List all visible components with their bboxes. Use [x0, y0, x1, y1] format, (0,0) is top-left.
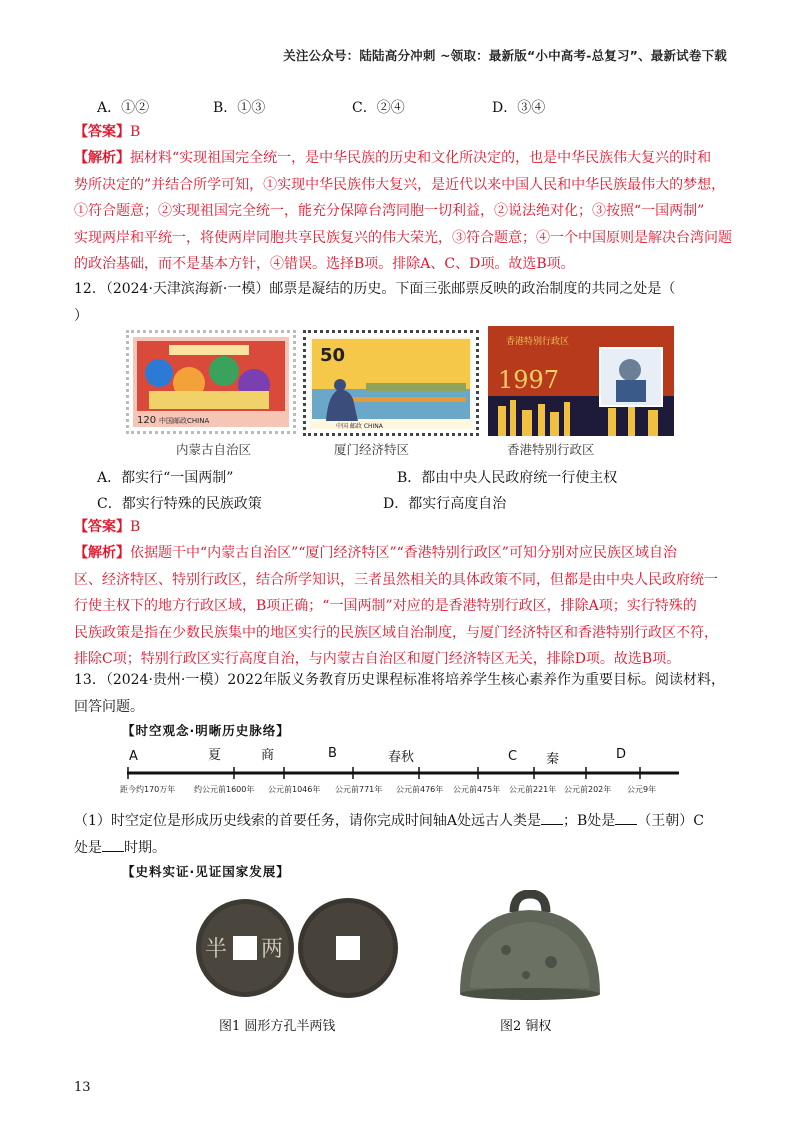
figure-caption: 图2 铜权 — [500, 1019, 552, 1034]
analysis-line — [74, 540, 734, 567]
sub1-text: （王朝）C — [637, 813, 705, 829]
sub1-line — [74, 808, 744, 835]
analysis-line: 的政治基础，而不是基本方针，④错误。选择B项。排除A、C、D项。故选B项。 — [74, 256, 575, 272]
stem-line: 13．（2024·贵州·一模）2022年版义务教育历史课程标准将培养学生核心素养作为重要目标。阅读材料， — [74, 672, 725, 688]
stamp-inner-mongolia-image — [129, 333, 293, 431]
q13-sub1 — [74, 808, 744, 861]
timeline — [120, 744, 684, 800]
bronze-weight-image — [456, 890, 604, 1002]
timeline-label-c: C — [508, 749, 518, 764]
analysis-text: 据材料“实现祖国完全统一，是中华民族的历史和文化所决定的，也是中华民族伟大复兴的时和 — [130, 150, 712, 166]
analysis-line: 民族政策是指在少数民族集中的地区实行的民族区域自治制度，与厦门经济特区和香港特别行政区不符， — [74, 624, 718, 641]
coin-char: 半 — [205, 937, 228, 962]
analysis-line — [74, 145, 734, 172]
q12-option-c: C．都实行特殊的民族政策 — [97, 496, 262, 512]
stamp-year: 1997 — [498, 366, 560, 394]
analysis-line: 势所决定的”并结合所学可知，①实现中华民族伟大复兴，是近代以来中国人民和中华民族最伟大的梦想， — [74, 176, 726, 193]
answer-blank-a[interactable] — [541, 810, 563, 825]
q12-option-a: A．都实行“一国两制” — [97, 470, 234, 486]
stem-line: 回答问题。 — [74, 698, 144, 715]
stamp-caption: 内蒙古自治区 — [176, 442, 252, 457]
analysis-text: 依据题干中“内蒙古自治区”“厦门经济特区”“香港特别行政区”可知分别对应民族区域自治 — [130, 545, 677, 561]
stamp-hongkong — [488, 326, 674, 436]
analysis-line: ①符合题意；②实现祖国完全统一，能充分保障台湾同胞一切利益，②说法绝对化；③按照“一国两制” — [74, 203, 705, 219]
sub1-text: 时期。 — [124, 839, 166, 856]
analysis-line: 区、经济特区、特别行政区，结合所学知识，三者虽然相关的具体政策不同，但都是由中央人民政府统一 — [74, 571, 718, 588]
sub1-text: ；B处是 — [563, 813, 616, 829]
stamp-title: 香港特别行政区 — [506, 337, 570, 347]
q11-analysis — [74, 145, 734, 278]
q11-option-c: C．②④ — [352, 100, 405, 116]
timeline-label-xia: 夏 — [208, 748, 222, 763]
sub1-text: 处是 — [74, 839, 102, 856]
stamp-value: 50 — [320, 345, 346, 366]
q13-stem — [74, 667, 734, 720]
page-header: 关注公众号：陆陆高分冲刺 ~领取：最新版“小中高考-总复习”、最新试卷下载 — [283, 48, 727, 63]
timeline-label-chunqiu: 春秋 — [388, 750, 415, 765]
q12-answer — [74, 514, 140, 541]
stamp-caption: 香港特别行政区 — [507, 442, 595, 457]
analysis-line: 实现两岸和平统一，将使两岸同胞共享民族复兴的伟大荣光，③符合题意；④一个中国原则是解决台湾问题 — [74, 229, 732, 246]
timeline-axis — [124, 764, 684, 780]
q12-option-b: B．都由中央人民政府统一行使主权 — [397, 470, 618, 486]
timeline-label-d: D — [616, 747, 627, 762]
timeline-label-qin: 秦 — [546, 752, 560, 767]
stem-line: ） — [74, 307, 88, 324]
timeline-date: 约公元前1600年 — [194, 785, 255, 794]
analysis-line: 行使主权下的地方行政区域，B项正确；“一国两制”对应的是香港特别行政区，排除A项；实行特殊的 — [74, 598, 697, 614]
q11-answer — [74, 119, 140, 146]
stamp-country: 中国邮政CHINA — [159, 417, 210, 425]
answer-blank-b[interactable] — [615, 810, 637, 825]
stamp-inner-mongolia — [126, 330, 296, 434]
timeline-label-b: B — [328, 746, 337, 761]
stamp-country: 中国 邮政 CHINA — [336, 423, 383, 430]
answer-value: B — [130, 519, 141, 535]
timeline-label-a: A — [129, 749, 138, 764]
timeline-date: 公元前202年 — [564, 785, 612, 794]
analysis-label: 【解析】 — [74, 545, 130, 561]
timeline-date: 公元前475年 — [453, 785, 501, 794]
timeline-date: 公元前771年 — [335, 785, 383, 794]
analysis-line: 排除C项；特别行政区实行高度自治，与内蒙古自治区和厦门经济特区无关，排除D项。故选B项。 — [74, 651, 681, 667]
timeline-date: 公元前221年 — [509, 785, 557, 794]
timeline-date: 公元前1046年 — [268, 785, 321, 794]
stamp-xiamen — [303, 330, 479, 436]
coins-image — [193, 896, 408, 1000]
stamp-hongkong-image — [488, 326, 674, 436]
section-title-evidence: 【史料实证·见证国家发展】 — [122, 864, 290, 879]
q12-option-d: D．都实行高度自治 — [383, 496, 507, 512]
sub1-line — [74, 835, 744, 862]
figure-caption: 图1 圆形方孔半两钱 — [219, 1019, 336, 1034]
timeline-date: 公元9年 — [627, 785, 657, 794]
stamp-caption: 厦门经济特区 — [334, 442, 410, 457]
q12-stem — [74, 276, 734, 329]
analysis-label: 【解析】 — [74, 150, 130, 166]
q11-option-a: A．①② — [97, 100, 150, 116]
timeline-date: 距今约170万年 — [120, 785, 176, 794]
section-title-timeline: 【时空观念·明晰历史脉络】 — [122, 723, 290, 738]
figure-bronze-weight — [456, 890, 604, 1002]
timeline-label-shang: 商 — [261, 748, 275, 763]
stamp-value: 120 — [137, 415, 157, 426]
answer-label: 【答案】 — [74, 124, 130, 140]
answer-label: 【答案】 — [74, 519, 130, 535]
timeline-date: 公元前476年 — [396, 785, 444, 794]
page-number: 13 — [74, 1080, 91, 1095]
sub1-text: （1）时空定位是形成历史线索的首要任务，请你完成时间轴A处远古人类是 — [74, 813, 542, 829]
q11-option-d: D．③④ — [492, 100, 546, 116]
answer-value: B — [130, 124, 141, 140]
q11-option-b: B．①③ — [213, 100, 266, 116]
figure-coins — [193, 896, 408, 1000]
stamp-xiamen-image — [306, 333, 476, 433]
stem-line: 12．（2024·天津滨海新·一模）邮票是凝结的历史。下面三张邮票反映的政治制度的共同之处是（ — [74, 281, 676, 297]
answer-blank-c[interactable] — [102, 837, 124, 852]
coin-char: 两 — [261, 937, 284, 962]
q12-analysis — [74, 540, 734, 673]
